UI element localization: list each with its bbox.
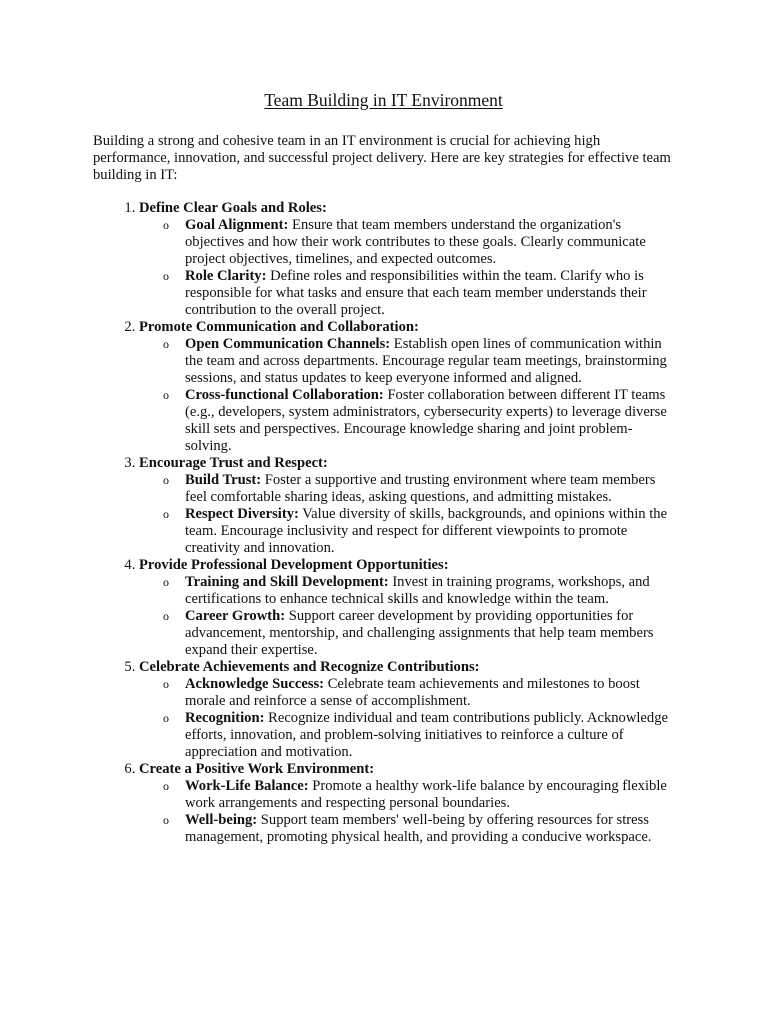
sub-item (163, 710, 674, 761)
hollow-bullet-icon: o (163, 337, 169, 351)
section-item (139, 455, 674, 557)
sub-item (163, 608, 674, 659)
section-item (139, 319, 674, 455)
sub-item-text: Foster a supportive and trusting environment where team members feel comfortable sharing ideas, asking questions, and admitting mistakes. (185, 472, 656, 505)
section-heading: Promote Communication and Collaboration: (139, 319, 419, 335)
hollow-bullet-icon: o (163, 218, 169, 232)
section-item (139, 659, 674, 761)
section-heading: Provide Professional Development Opportunities: (139, 557, 449, 573)
sub-item-list (139, 336, 674, 455)
sub-item-label: Build Trust: (185, 472, 262, 488)
hollow-bullet-icon: o (163, 813, 169, 827)
sub-item (163, 506, 674, 557)
sub-item (163, 336, 674, 387)
sub-item-text: Celebrate team achievements and milestones to boost morale and reinforce a sense of accomplishment. (185, 676, 640, 709)
sub-item-text: Value diversity of skills, backgrounds, and opinions within the team. Encourage inclusivity and respect for different viewpoints to promote creativity and innovation. (185, 506, 668, 556)
sub-item-label: Goal Alignment: (185, 217, 289, 233)
intro-paragraph: Building a strong and cohesive team in an IT environment is crucial for achieving high performance, innovation, and successful project delivery. Here are key strategies for effective team building in IT: (93, 133, 671, 183)
sub-item-label: Well-being: (185, 812, 258, 828)
sub-item-label: Training and Skill Development: (185, 574, 389, 590)
section-item (139, 557, 674, 659)
hollow-bullet-icon: o (163, 677, 169, 691)
sub-item-list (139, 778, 674, 846)
sub-item (163, 676, 674, 710)
sub-item-text: Support team members' well-being by offering resources for stress management, promoting physical health, and providing a conducive workspace. (185, 812, 652, 845)
section-item (139, 761, 674, 846)
sub-item-text: Recognize individual and team contributions publicly. Acknowledge efforts, innovation, and problem-solving initiatives to reinforce a culture of appreciation and motivation. (185, 710, 668, 760)
hollow-bullet-icon: o (163, 507, 169, 521)
sub-item (163, 812, 674, 846)
hollow-bullet-icon: o (163, 269, 169, 283)
sub-item-list (139, 472, 674, 557)
strategy-list (93, 200, 674, 846)
sub-item-label: Cross-functional Collaboration: (185, 387, 384, 403)
sub-item (163, 472, 674, 506)
sub-item-label: Recognition: (185, 710, 265, 726)
sub-item (163, 574, 674, 608)
sub-item-text: Establish open lines of communication within the team and across departments. Encourage regular team meetings, brainstorming sessions, and status updates to keep everyone informed and aligned. (185, 336, 667, 386)
sub-item (163, 268, 674, 319)
hollow-bullet-icon: o (163, 575, 169, 589)
section-heading: Celebrate Achievements and Recognize Contributions: (139, 659, 480, 675)
sub-item-text: Promote a healthy work-life balance by encouraging flexible work arrangements and respecting personal boundaries. (185, 778, 667, 811)
sub-item-text: Invest in training programs, workshops, and certifications to enhance technical skills and knowledge within the team. (185, 574, 650, 607)
section-item (139, 200, 674, 319)
sub-item-list (139, 574, 674, 659)
hollow-bullet-icon: o (163, 609, 169, 623)
sub-item-label: Role Clarity: (185, 268, 267, 284)
sub-item (163, 217, 674, 268)
sub-item-text: Support career development by providing opportunities for advancement, mentorship, and challenging assignments that help team members expand their expertise. (185, 608, 654, 658)
section-heading: Encourage Trust and Respect: (139, 455, 328, 471)
sub-item (163, 778, 674, 812)
section-heading: Create a Positive Work Environment: (139, 761, 375, 777)
hollow-bullet-icon: o (163, 473, 169, 487)
hollow-bullet-icon: o (163, 388, 169, 402)
hollow-bullet-icon: o (163, 779, 169, 793)
sub-item-text: Ensure that team members understand the organization's objectives and how their work contributes to these goals. Clearly communicate project objectives, timelines, and expected outcomes. (185, 217, 646, 267)
sub-item-label: Respect Diversity: (185, 506, 299, 522)
document-title: Team Building in IT Environment (264, 90, 503, 110)
sub-item-list (139, 217, 674, 319)
sub-item (163, 387, 674, 455)
sub-item-label: Open Communication Channels: (185, 336, 391, 352)
sub-item-label: Career Growth: (185, 608, 286, 624)
sub-item-text: Foster collaboration between different IT teams (e.g., developers, system administrators, cybersecurity experts) to leverage diverse skill sets and perspectives. Encourage knowledge sharing and joint problem-solving. (185, 387, 667, 454)
sub-item-label: Work-Life Balance: (185, 778, 309, 794)
sub-item-text: Define roles and responsibilities within the team. Clarify who is responsible for what tasks and ensure that each team member understands their contribution to the overall project. (185, 268, 647, 318)
hollow-bullet-icon: o (163, 711, 169, 725)
section-heading: Define Clear Goals and Roles: (139, 200, 327, 216)
sub-item-label: Acknowledge Success: (185, 676, 325, 692)
sub-item-list (139, 676, 674, 761)
